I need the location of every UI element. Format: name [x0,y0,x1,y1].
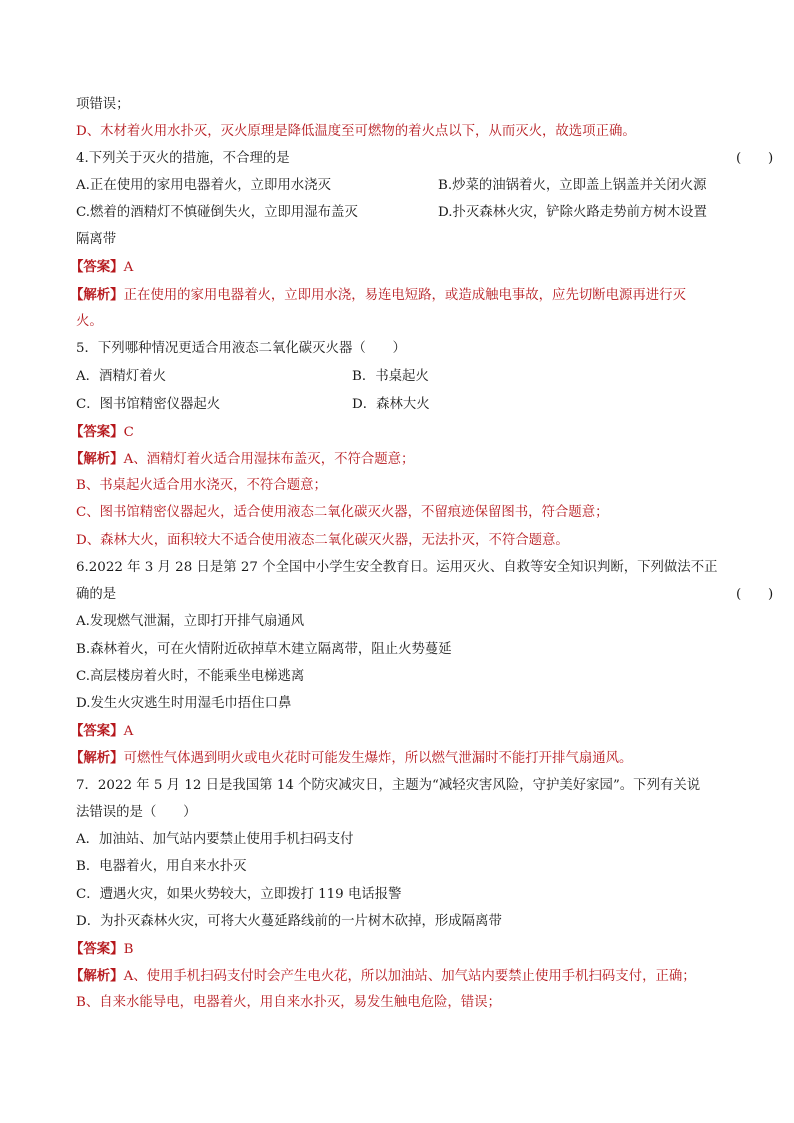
analysis-text: A、酒精灯着火适合用湿抹布盖灭，不符合题意； [123,452,415,467]
text-line: 火。 [76,314,103,329]
answer-label: 【答案】 [70,723,124,739]
option-c: C．图书馆精密仪器起火 [76,397,221,412]
option-b: B．电器着火，用自来水扑灭 [76,859,247,874]
analysis-line [70,966,696,987]
option-b: B.森林着火，可在火情附近砍掉草木建立隔离带，阻止火势蔓延 [76,642,452,657]
question-7-stem-cont: 法错误的是（ ） [76,805,197,820]
option-a: A．加油站、加气站内要禁止使用手机扫码支付 [76,832,354,847]
answer-label: 【答案】 [70,259,124,275]
option-a: A．酒精灯着火 [76,369,167,384]
option-c: C.高层楼房着火时，不能乘坐电梯逃离 [76,669,305,684]
option-a: A.发现燃气泄漏，立即打开排气扇通风 [76,614,305,629]
answer-label: 【答案】 [70,424,124,440]
analysis-label: 【解析】 [70,750,124,766]
question-5-stem: 5．下列哪种情况更适合用液态二氧化碳灭火器（ ） [76,341,406,356]
question-4-stem: 4.下列关于灭火的措施，不合理的是 [76,151,290,166]
answer-line [70,422,134,443]
analysis-text: 正在使用的家用电器着火，立即用水浇，易连电短路，或造成触电事故，应先切断电源再进行灭 [123,288,686,303]
text-line: C、图书馆精密仪器起火，适合使用液态二氧化碳灭火器，不留痕迹保留图书，符合题意； [76,505,609,520]
answer-value: B [123,942,134,957]
answer-line [70,939,133,960]
analysis-text: A、使用手机扫码支付时会产生电火花，所以加油站、加气站内要禁止使用手机扫码支付，正确； [123,969,696,984]
answer-value: A [123,260,134,275]
text-line: D、森林大火，面积较大不适合使用液态二氧化碳灭火器，无法扑灭，不符合题意。 [76,533,569,548]
text-line: D、木材着火用水扑灭，灭火原理是降低温度至可燃物的着火点以下，从而灭火，故选项正确。 [76,124,636,139]
option-c: C.燃着的酒精灯不慎碰倒失火，立即用湿布盖灭 [76,205,358,220]
option-a: A.正在使用的家用电器着火，立即用水浇灭 [76,178,331,193]
answer-line [70,721,133,742]
answer-value: C [123,425,134,440]
analysis-text: 可燃性气体遇到明火或电火花时可能发生爆炸，所以燃气泄漏时不能打开排气扇通风。 [123,751,633,766]
text-line: 项错误； [76,97,130,112]
option-b: B．书桌起火 [352,369,429,384]
answer-value: A [123,724,134,739]
question-6-stem: 6.2022 年 3 月 28 日是第 27 个全国中小学生安全教育日。运用灭火、自救等安全知识判断，下列做法不正 [76,560,718,575]
analysis-label: 【解析】 [70,287,124,303]
text-line: B、书桌起火适合用水浇灭，不符合题意； [76,478,327,493]
analysis-label: 【解析】 [70,968,124,984]
analysis-line [70,285,686,306]
analysis-label: 【解析】 [70,451,124,467]
option-b: B.炒菜的油锅着火，立即盖上锅盖并关闭火源 [438,178,707,193]
answer-paren: ( ) [736,587,774,602]
answer-line [70,257,133,278]
option-d: D．为扑灭森林火灾，可将大火蔓延路线前的一片树木砍掉，形成隔离带 [76,914,502,929]
question-6-stem-cont: 确的是 [76,587,117,602]
answer-label: 【答案】 [70,941,124,957]
answer-paren: ( ) [736,151,774,166]
question-7-stem: 7．2022 年 5 月 12 日是我国第 14 个防灾减灾日，主题为“减轻灾害风险，守护美好家园”。下列有关说 [76,778,701,793]
option-d: D.发生火灾逃生时用湿毛巾捂住口鼻 [76,696,292,711]
option-d: D.扑灭森林火灾，铲除火路走势前方树木设置 [438,205,707,220]
text-line: B、自来水能导电，电器着火，用自来水扑灭，易发生触电危险，错误； [76,995,501,1010]
option-c: C．遭遇火灾，如果火势较大，立即拨打 119 电话报警 [76,887,402,902]
option-d-cont: 隔离带 [76,232,117,247]
analysis-line [70,449,414,470]
analysis-line [70,748,632,769]
option-d: D．森林大火 [352,397,430,412]
